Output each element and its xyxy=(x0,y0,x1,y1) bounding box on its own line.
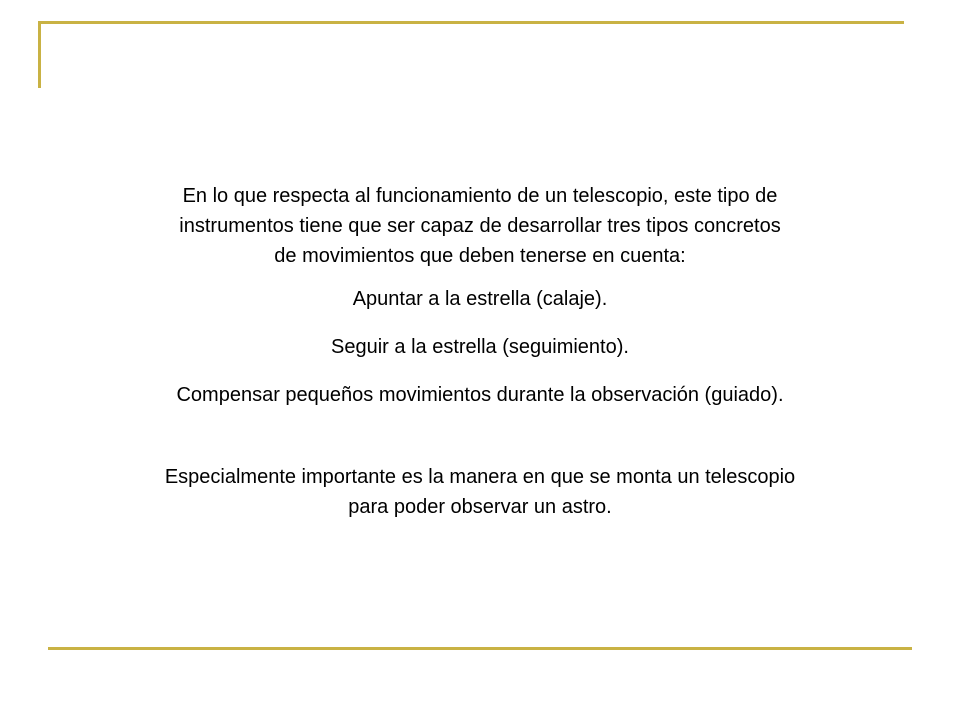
left-decorative-rule xyxy=(38,21,41,88)
closing-paragraph: Especialmente importante es la manera en que se monta un telescopio para poder observar un astro. xyxy=(164,466,796,518)
movement-item-tracking: Seguir a la estrella (seguimiento). xyxy=(331,336,629,358)
bottom-decorative-rule xyxy=(48,647,912,650)
movement-item-pointing: Apuntar a la estrella (calaje). xyxy=(352,288,608,310)
intro-paragraph: En lo que respecta al funcionamiento de un telescopio, este tipo de instrumentos tiene que ser capaz de desarrollar tres tipos concretos de movimientos que deben tenerse en cuenta: xyxy=(179,185,781,267)
top-decorative-rule xyxy=(38,21,904,24)
movement-item-guiding: Compensar pequeños movimientos durante la observación (guiado). xyxy=(176,384,784,406)
movement-list xyxy=(60,284,900,428)
